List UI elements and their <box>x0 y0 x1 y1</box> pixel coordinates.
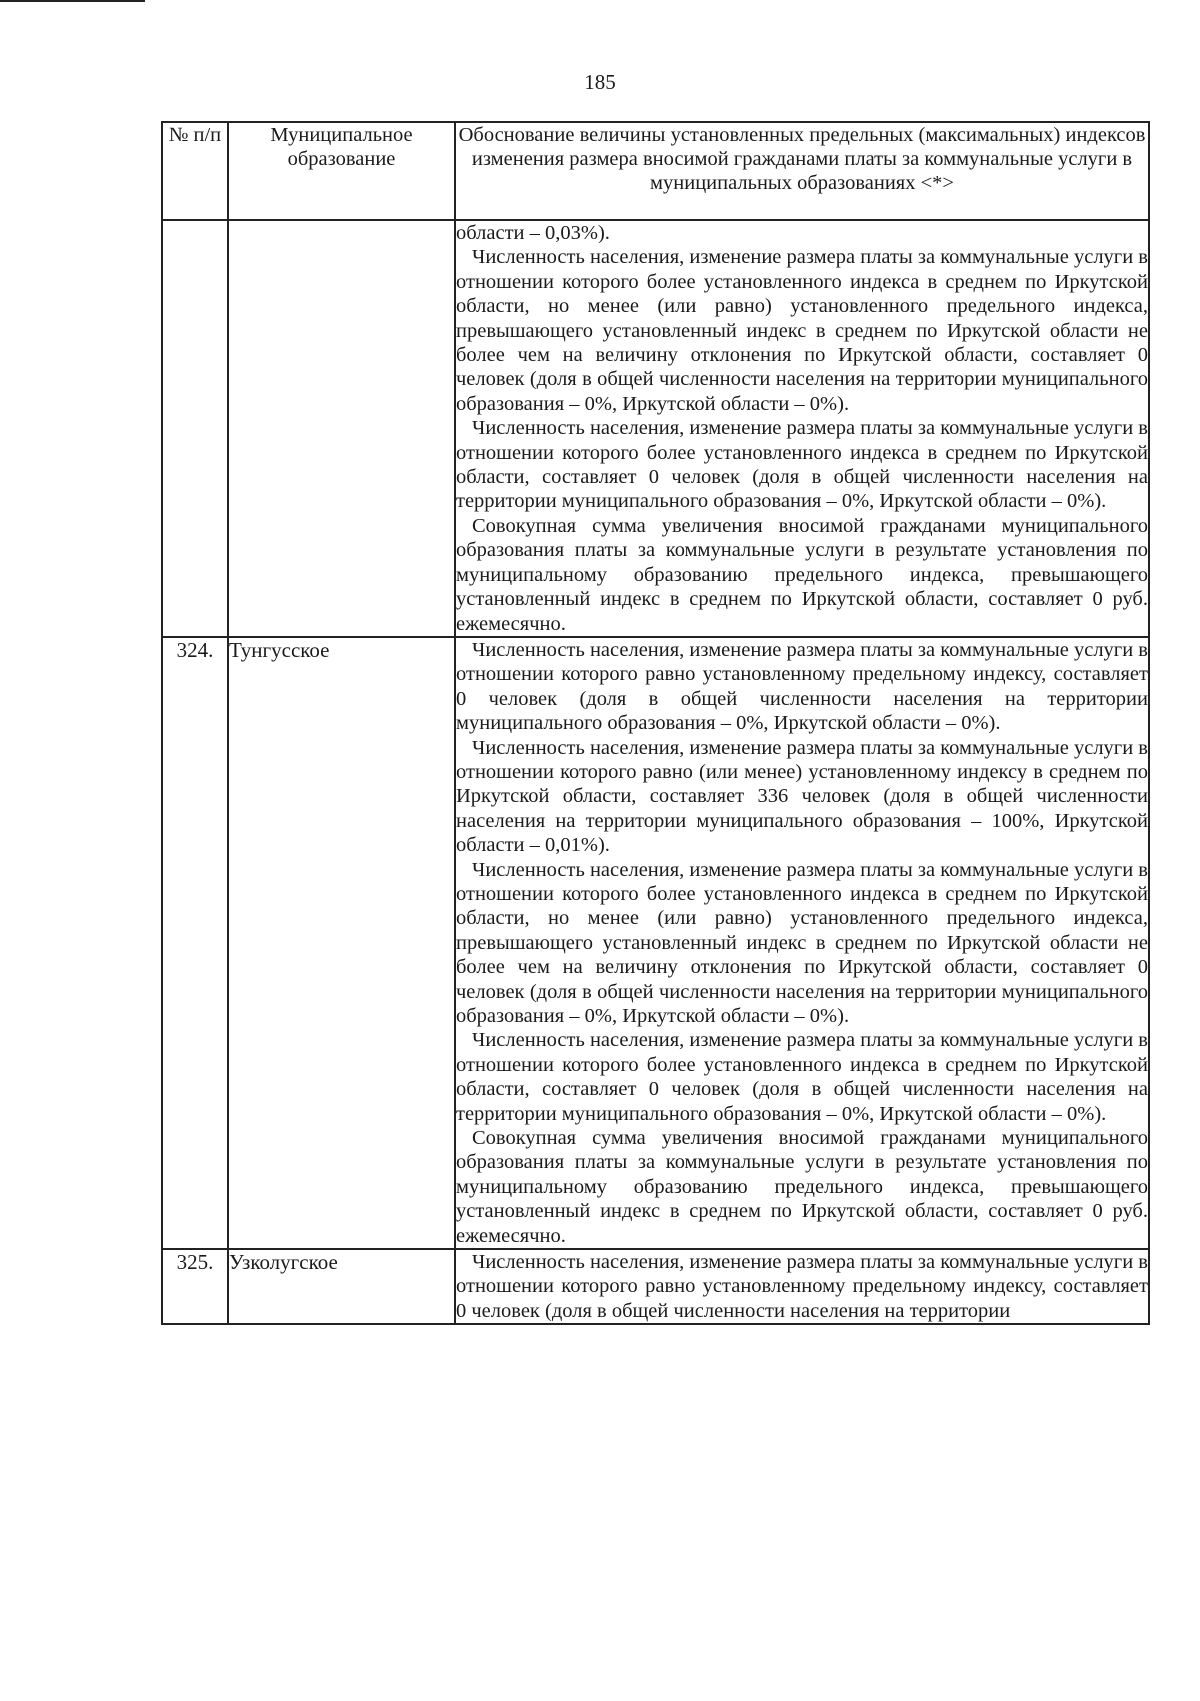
paragraph: Численность населения, изменение размера платы за коммунальные услуги в отношении которого равно установленному предельному индексу, составляет 0 человек (доля в общей численности населения на территории муниципального образования – 0%, Иркутской области – 0%). <box>456 638 1148 735</box>
row-municipality <box>228 220 455 637</box>
paragraph: области – 0,03%). <box>456 222 610 244</box>
paragraph: Совокупная сумма увеличения вносимой гражданами муниципального образования платы за коммунальные услуги в результате установления по муниципальному образованию предельного индекса, превышающего установленный индекс в среднем по Иркутской области, составляет 0 руб. ежемесячно. <box>456 514 1148 635</box>
header-justification: Обоснование величины установленных предельных (максимальных) индексов изменения размера вносимой гражданами платы за коммунальные услуги в муниципальных образованиях <*> <box>455 122 1149 220</box>
paragraph: Совокупная сумма увеличения вносимой гражданами муниципального образования платы за коммунальные услуги в результате установления по муниципальному образованию предельного индекса, превышающего установленный индекс в среднем по Иркутской области, составляет 0 руб. ежемесячно. <box>456 1127 1148 1247</box>
row-justification <box>455 220 1149 637</box>
paragraph: Численность населения, изменение размера платы за коммунальные услуги в отношении которого более установленного индекса в среднем по Иркутской области, но менее (или равно) установленного предельного индекса, превышающего установленный индекс в среднем по Иркутской области не более чем на величину отклонения по Иркутской области, составляет 0 человек (доля в общей численности населения на территории муниципального образования – 0%, Иркутской области – 0%). <box>456 246 1148 415</box>
top-rule <box>0 0 145 2</box>
header-municipality: Муниципальное образование <box>228 122 455 220</box>
paragraph: Численность населения, изменение размера платы за коммунальные услуги в отношении которого более установленного индекса в среднем по Иркутской области, но менее (или равно) установленного предельного индекса, превышающего установленный индекс в среднем по Иркутской области не более чем на величину отклонения по Иркутской области, составляет 0 человек (доля в общей численности населения на территории муниципального образования – 0%, Иркутской области – 0%). <box>456 858 1148 1027</box>
paragraph: Численность населения, изменение размера платы за коммунальные услуги в отношении которого равно (или менее) установленному индексу в среднем по Иркутской области, составляет 336 человек (доля в общей численности населения на территории муниципального образования – 100%, Иркутской области – 0,01%). <box>456 736 1148 857</box>
header-number: № п/п <box>162 122 228 220</box>
row-number: 325. <box>162 1249 228 1324</box>
row-municipality: Тунгусское <box>228 637 455 1249</box>
row-justification <box>455 1249 1149 1324</box>
paragraph: Численность населения, изменение размера платы за коммунальные услуги в отношении которого равно установленному предельному индексу, составляет 0 человек (доля в общей численности населения на территории <box>456 1251 1148 1322</box>
paragraph: Численность населения, изменение размера платы за коммунальные услуги в отношении которого более установленного индекса в среднем по Иркутской области, составляет 0 человек (доля в общей численности населения на территории муниципального образования – 0%, Иркутской области – 0%). <box>456 417 1148 513</box>
row-number <box>162 220 228 637</box>
table-header-row <box>162 122 1149 220</box>
row-municipality: Узколугское <box>228 1249 455 1324</box>
page-number: 185 <box>584 70 616 94</box>
row-number: 324. <box>162 637 228 1249</box>
table-row <box>162 637 1149 1249</box>
justification-table <box>161 121 1150 1325</box>
table-row <box>162 220 1149 637</box>
row-justification <box>455 637 1149 1249</box>
table-row <box>162 1249 1149 1324</box>
paragraph: Численность населения, изменение размера платы за коммунальные услуги в отношении которого более установленного индекса в среднем по Иркутской области, составляет 0 человек (доля в общей численности населения на территории муниципального образования – 0%, Иркутской области – 0%). <box>456 1029 1148 1125</box>
